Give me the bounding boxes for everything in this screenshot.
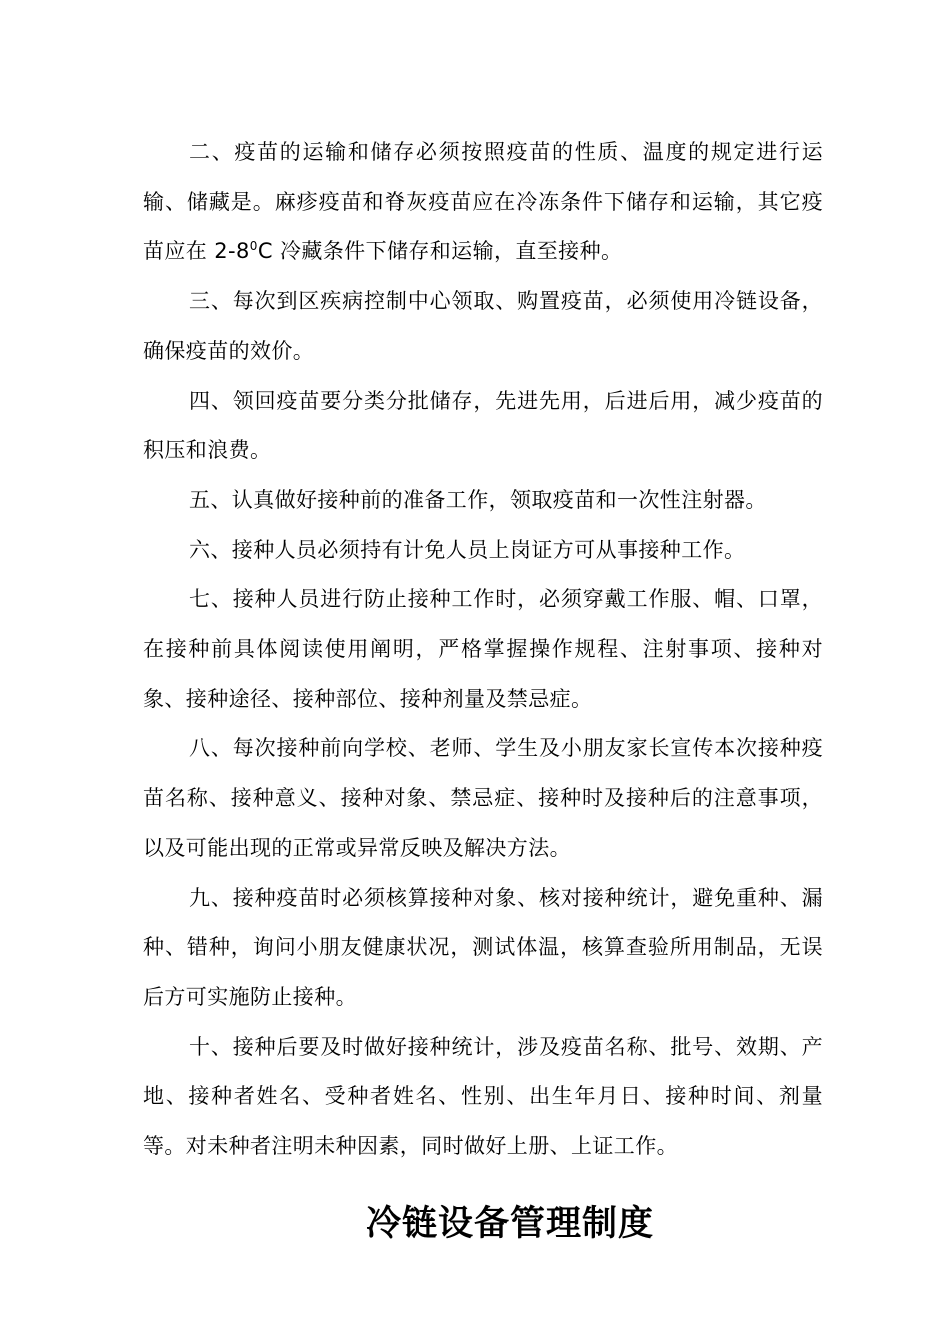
paragraph-3: 三、每次到区疾病控制中心领取、购置疫苗，必须使用冷链设备，确保疫苗的效价。: [143, 289, 823, 363]
paragraph-7: 七、接种人员进行防止接种工作时，必须穿戴工作服、帽、口罩，在接种前具体阅读使用阐明，严格掌握操作规程、注射事项、接种对象、接种途径、接种部位、接种剂量及禁忌症。: [143, 587, 823, 711]
paragraph-9: 九、接种疫苗时必须核算接种对象、核对接种统计，避免重种、漏种、错种，询问小朋友健康状况，测试体温，核算查验所用制品，无误后方可实施防止接种。: [143, 885, 823, 1009]
document-body: [143, 128, 823, 1172]
paragraph-6: 六、接种人员必须持有计免人员上岗证方可从事接种工作。: [189, 537, 746, 562]
paragraph-10: 十、接种后要及时做好接种统计，涉及疫苗名称、批号、效期、产地、接种者姓名、受种者姓名、性别、出生年月日、接种时间、剂量等。对未种者注明未种因素，同时做好上册、上证工作。: [143, 1034, 823, 1159]
paragraph-4: 四、领回疫苗要分类分批储存，先进先用，后进后用，减少疫苗的积压和浪费。: [143, 388, 823, 463]
paragraph-2: [143, 128, 823, 277]
degree-superscript: 0: [249, 239, 258, 254]
paragraph-2-text: 二、疫苗的运输和储存必须按照疫苗的性质、温度的规定进行运输、储藏是。麻疹疫苗和脊灰疫苗应在冷冻条件下储存和运输，其它疫苗应在 2-8: [143, 140, 823, 264]
paragraph-5: 五、认真做好接种前的准备工作，领取疫苗和一次性注射器。: [189, 487, 767, 512]
section-heading: 冷链设备管理制度: [365, 1204, 654, 1244]
paragraph-8: 八、每次接种前向学校、老师、学生及小朋友家长宣传本次接种疫苗名称、接种意义、接种对象、禁忌症、接种时及接种后的注意事项，以及可能出现的正常或异常反映及解决方法。: [143, 736, 823, 860]
paragraph-2-tail: C 冷藏条件下储存和运输，直至接种。: [257, 239, 623, 264]
